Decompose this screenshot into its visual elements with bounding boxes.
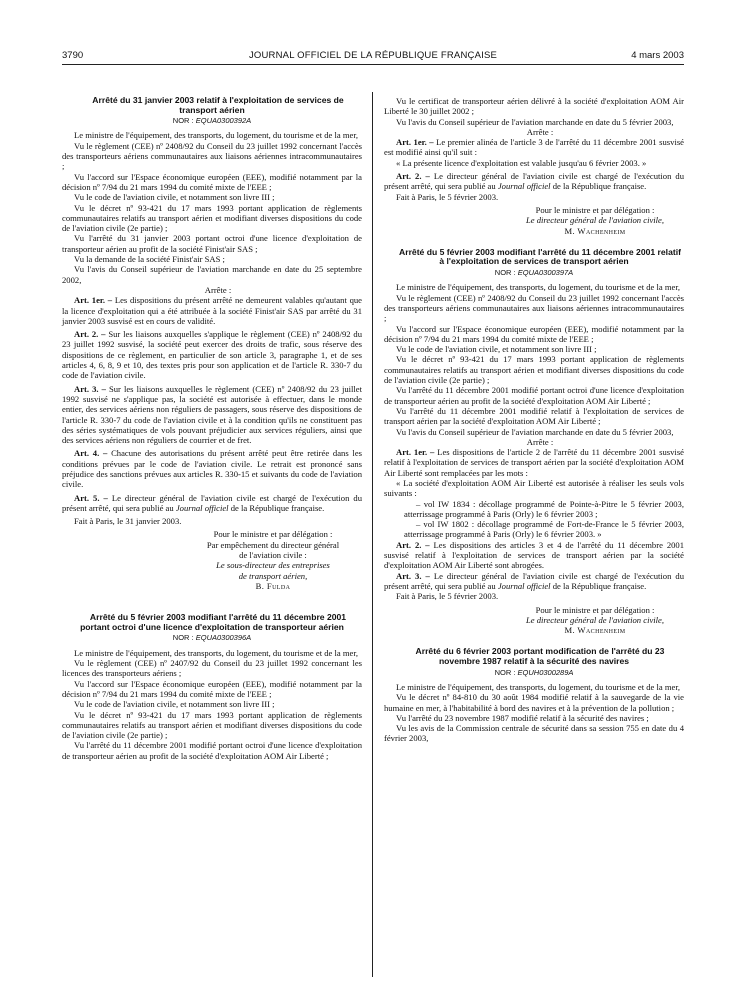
arrete-heading: Arrête :	[526, 126, 554, 137]
article-4	[62, 448, 362, 489]
done-at: Fait à Paris, le 5 février 2003.	[396, 191, 499, 202]
preamble-paragraph: Vu l'arrêté du 11 décembre 2001 modifié portant octroi d'une licence d'exploitation de transporteur aérien au profit de la société d'exploitation AOM Air Liberté ;	[62, 740, 362, 761]
article-text: Chacune des autorisations du présent arrêté peut être retirée dans les conditions prévues par le code de l'aviation civile. Le retrait est prononcé sans préjudice des sanctions prévues aux articles R. 330-15 et suivants du code de l'aviation civile.	[62, 448, 362, 490]
article-label: Art. 1er. –	[396, 137, 434, 148]
article-2	[384, 540, 684, 571]
column-divider	[372, 92, 373, 977]
preamble-paragraph: Vu le code de l'aviation civile, et notamment son livre III ;	[396, 344, 597, 355]
article-label: Art. 3. –	[74, 383, 106, 394]
article-1	[384, 447, 684, 478]
signature-block	[62, 529, 362, 591]
journal-reference: Journal officiel	[497, 580, 551, 591]
decree-ship-safety	[384, 647, 684, 743]
article-text: Sur les liaisons auxquelles le règlement (CEE) nº 2408/92 du 23 juillet 1992 susvisé ne s'applique pas, la société est autorisée à effectuer, dans le monde entier, des services aériens non réguliers de passagers, sous réserve des dispositions de l'article R. 330-7 du code de l'aviation civile et à la condition qu'ils ne constituent pas des séries systématiques de vols pouvant préjudicier aux services réguliers, ainsi que des services aériens non réguliers de courrier et de fret.	[62, 383, 362, 446]
nor-reference	[62, 116, 362, 126]
signature-line: Par empêchement du directeur général	[206, 539, 340, 550]
article-text: Sur les liaisons auxquelles s'applique le règlement (CEE) nº 2408/92 du 23 juillet 1992 susvisé, la société peut exercer des droits de trafic, sous réserve des dispositions de ce règlement, en particulier de son article 3, paragraphe 1, et de ses articles 4, 6, 8, 9 et 10, des textes pris pour son application et de l'article R. 330-7 du code de l'aviation civile.	[62, 329, 363, 381]
preamble-paragraph: Vu l'arrêté du 11 décembre 2001 modifié relatif à l'exploitation de services de transport aérien par la société d'exploitation AOM Air Liberté ;	[384, 405, 684, 427]
page-number: 3790	[62, 50, 84, 61]
flight-list-item: – vol IW 1834 : décollage programmé de Pointe-à-Pitre le 5 février 2003, atterrissage programmé à Paris (Orly) le 6 février 2003 ;	[404, 498, 684, 519]
signatory-name: M. Wachenheim	[564, 225, 626, 236]
article-label: Art. 5. –	[74, 492, 108, 503]
journal-reference: Journal officiel	[175, 502, 229, 513]
signature-line: Pour le ministre et par délégation :	[535, 604, 655, 615]
arrete-heading: Arrête :	[526, 436, 554, 447]
header-rule	[62, 64, 684, 65]
nor-label: NOR :	[494, 268, 516, 278]
preamble-paragraph: Vu le règlement (CEE) nº 2407/92 du Conseil du 23 juillet 1992 concernant les licences des transporteurs aériens ;	[62, 658, 362, 679]
article-text: Le directeur général de l'aviation civile est chargé de l'exécution du présent arrêté, qui sera publié au	[384, 570, 684, 591]
preamble-paragraph: Vu l'arrêté du 11 décembre 2001 modifié portant octroi d'une licence d'exploitation de transporteur aérien au profit de la société d'exploitation AOM Air Liberté ;	[384, 385, 684, 406]
preamble-paragraph: Vu le décret nº 84-810 du 30 août 1984 modifié relatif à la sauvegarde de la vie humaine en mer, à l'habitabilité à bord des navires et à la prévention de la pollution ;	[384, 692, 684, 713]
article-3	[62, 384, 362, 446]
article-label: Art. 3. –	[396, 570, 430, 581]
nor-code: EQUA0300392A	[195, 116, 252, 126]
article-label: Art. 2. –	[396, 539, 430, 550]
page-header	[62, 50, 684, 64]
done-at: Fait à Paris, le 5 février 2003.	[396, 591, 499, 602]
article-text: de la République française.	[550, 181, 647, 192]
article-text: Le directeur général de l'aviation civile est chargé de l'exécution du présent arrêté, qui sera publié au	[384, 171, 684, 192]
nor-label: NOR :	[172, 116, 194, 126]
preamble-paragraph: Le ministre de l'équipement, des transports, du logement, du tourisme et de la mer,	[396, 681, 681, 692]
article-label: Art. 2. –	[396, 171, 430, 182]
arrete-heading: Arrête :	[204, 284, 232, 295]
article-2	[384, 171, 684, 192]
signature-line: Le directeur général de l'aviation civile,	[525, 614, 665, 625]
article-5	[62, 493, 362, 514]
article-label: Art. 2. –	[74, 329, 106, 340]
nor-reference	[384, 268, 684, 278]
article-2	[62, 329, 362, 380]
signature-line: de l'aviation civile :	[239, 550, 307, 561]
preamble-paragraph: Vu le règlement (CEE) nº 2408/92 du Conseil du 23 juillet 1992 concernant l'accès des transporteurs aériens communautaires aux liaisons aériennes intracommunautaires ;	[62, 140, 362, 172]
preamble-paragraph: Vu le règlement (CEE) nº 2408/92 du Conseil du 23 juillet 1992 concernant l'accès des transporteurs aériens communautaires aux liaisons aériennes intracommunautaires ;	[384, 292, 684, 324]
decree-title: Arrêté du 31 janvier 2003 relatif à l'exploitation de services de transport aérien	[92, 95, 344, 115]
article-text: Le premier alinéa de l'article 3 de l'arrêté du 11 décembre 2001 susvisé est modifié ainsi qu'il suit :	[384, 137, 684, 158]
article-1	[62, 295, 362, 326]
article-text: de la République française.	[550, 580, 647, 591]
preamble-paragraph: Le ministre de l'équipement, des transports, du logement, du tourisme et de la mer,	[396, 282, 681, 293]
decree-title: Arrêté du 5 février 2003 modifiant l'arrêté du 11 décembre 2001 relatif à l'exploitation de services de transport aérien	[399, 246, 681, 267]
nor-code: EQUH0300289A	[517, 667, 574, 677]
preamble-paragraph: Vu l'accord sur l'Espace économique européen (EEE), modifié notamment par la décision nº 7/94 du 21 mars 1994 du comité mixte de l'EEE ;	[62, 678, 362, 699]
nor-label: NOR :	[494, 667, 516, 677]
preamble-paragraph: Vu le décret nº 93-421 du 17 mars 1993 portant application de règlements communautaires relatifs au transport aérien et modifiant diverses dispositions du code de l'aviation civile (2e partie) ;	[62, 202, 362, 234]
preamble-paragraph: Vu le certificat de transporteur aérien délivré à la société d'exploitation AOM Air Liberté le 30 juillet 2002 ;	[384, 96, 684, 117]
article-label: Art. 4. –	[74, 448, 108, 459]
nor-label: NOR :	[172, 633, 194, 643]
preamble-paragraph: Vu l'accord sur l'Espace économique européen (EEE), modifié notamment par la décision nº 7/94 du 21 mars 1994 du comité mixte de l'EEE ;	[384, 323, 684, 344]
signatory-name: M. Wachenheim	[564, 625, 626, 636]
preamble-paragraph: Vu le décret nº 93-421 du 17 mars 1993 portant application de règlements communautaires relatifs au transport aérien et modifiant diverses dispositions du code de l'aviation civile (2e partie) ;	[62, 709, 362, 741]
article-1	[384, 137, 684, 158]
preamble-paragraph: Vu le code de l'aviation civile, et notamment son livre III ;	[74, 192, 275, 203]
decree-title: Arrêté du 5 février 2003 modifiant l'arrêté du 11 décembre 2001 portant octroi d'une licence d'exploitation de transporteur aérien	[80, 612, 347, 632]
issue-date: 4 mars 2003	[631, 50, 684, 61]
signatory-name: B. Fulda	[255, 580, 291, 591]
left-column	[62, 96, 362, 761]
signature-line: Le sous-directeur des entreprises	[216, 560, 330, 571]
article-text: de la République française.	[228, 502, 325, 513]
preamble-paragraph: Vu l'arrêté du 23 novembre 1987 modifié relatif à la sécurité des navires ;	[396, 712, 649, 723]
preamble-paragraph: Vu l'arrêté du 31 janvier 2003 portant octroi d'une licence d'exploitation de transporteur aérien au profit de la société Finist'air SAS ;	[62, 233, 362, 254]
preamble-paragraph: Vu le décret nº 93-421 du 17 mars 1993 portant application de règlements communautaires relatifs au transport aérien et modifiant diverses dispositions du code de l'aviation civile (2e partie) ;	[384, 354, 684, 386]
signature-line: Le directeur général de l'aviation civile,	[525, 215, 665, 226]
decree-title: Arrêté du 6 février 2003 portant modification de l'arrêté du 23 novembre 1987 relatif à la sécurité des navires	[415, 646, 665, 667]
preamble-paragraph: Vu les avis de la Commission centrale de sécurité dans sa session 755 en date du 4 février 2003,	[384, 723, 684, 744]
right-column	[384, 96, 684, 744]
preamble-paragraph: Vu l'avis du Conseil supérieur de l'aviation marchande en date du 5 février 2003,	[396, 426, 674, 437]
preamble-paragraph: Vu l'avis du Conseil supérieur de l'aviation marchande en date du 5 février 2003,	[396, 116, 674, 127]
nor-reference	[384, 668, 684, 678]
preamble-paragraph: Vu le code de l'aviation civile, et notamment son livre III ;	[74, 699, 275, 710]
decree-aom-licence	[62, 613, 362, 761]
article-text: Les dispositions de l'article 2 de l'arrêté du 11 décembre 2001 susvisé relatif à l'exploitation de services de transport aérien par la société d'exploitation AOM Air Liberté sont remplacées par les mots :	[384, 447, 684, 478]
journal-reference: Journal officiel	[497, 181, 551, 192]
signature-line: Pour le ministre et par délégation :	[213, 529, 333, 540]
article-label: Art. 1er. –	[396, 447, 435, 458]
quoted-text: « La présente licence d'exploitation est valable jusqu'au 6 février 2003. »	[396, 157, 647, 168]
article-label: Art. 1er. –	[74, 295, 113, 306]
signature-line: Pour le ministre et par délégation :	[535, 204, 655, 215]
quoted-text: « La société d'exploitation AOM Air Liberté est autorisée à réaliser les seuls vols suivants :	[384, 477, 684, 499]
signature-block	[384, 205, 684, 236]
preamble-paragraph: Vu l'avis du Conseil supérieur de l'aviation marchande en date du 25 septembre 2002,	[62, 264, 362, 285]
signature-block	[384, 605, 684, 636]
article-text: Les dispositions du présent arrêté ne demeurent valables qu'autant que la licence d'exploitation qui a été attribuée à la société Finist'air SAS par arrêté du 31 janvier 2003 susvisé est en cours de validité.	[62, 295, 362, 326]
signature-line: de transport aérien,	[238, 570, 308, 581]
decree-aom-licence-continued	[384, 96, 684, 236]
flight-list-item: – vol IW 1802 : décollage programmé de Fort-de-France le 5 février 2003, atterrissage programmé à Paris (Orly) le 6 février 2003. »	[404, 519, 684, 540]
nor-code: EQUA0300397A	[517, 268, 574, 278]
done-at: Fait à Paris, le 31 janvier 2003.	[74, 516, 182, 527]
preamble-paragraph: Vu l'accord sur l'Espace économique européen (EEE), modifié notamment par la décision nº 7/94 du 21 mars 1994 du comité mixte de l'EEE ;	[62, 171, 362, 192]
preamble-paragraph: Le ministre de l'équipement, des transports, du logement, du tourisme et de la mer,	[74, 130, 359, 141]
article-3	[384, 571, 684, 592]
nor-code: EQUA0300396A	[195, 633, 252, 643]
preamble-paragraph: Vu la demande de la société Finist'air SAS ;	[74, 254, 225, 265]
article-text: Les dispositions des articles 3 et 4 de l'arrêté du 11 décembre 2001 susvisé relatif à l'exploitation de services de transport aérien par la société d'exploitation AOM Air Liberté sont abrogées.	[384, 539, 685, 571]
journal-title: JOURNAL OFFICIEL DE LA RÉPUBLIQUE FRANÇAISE	[248, 50, 498, 61]
nor-reference	[62, 633, 362, 643]
decree-finistair	[62, 96, 362, 591]
decree-aom-services	[384, 248, 684, 636]
article-text: Le directeur général de l'aviation civile est chargé de l'exécution du présent arrêté, qui sera publié au	[62, 492, 362, 513]
preamble-paragraph: Le ministre de l'équipement, des transports, du logement, du tourisme et de la mer,	[74, 647, 359, 658]
